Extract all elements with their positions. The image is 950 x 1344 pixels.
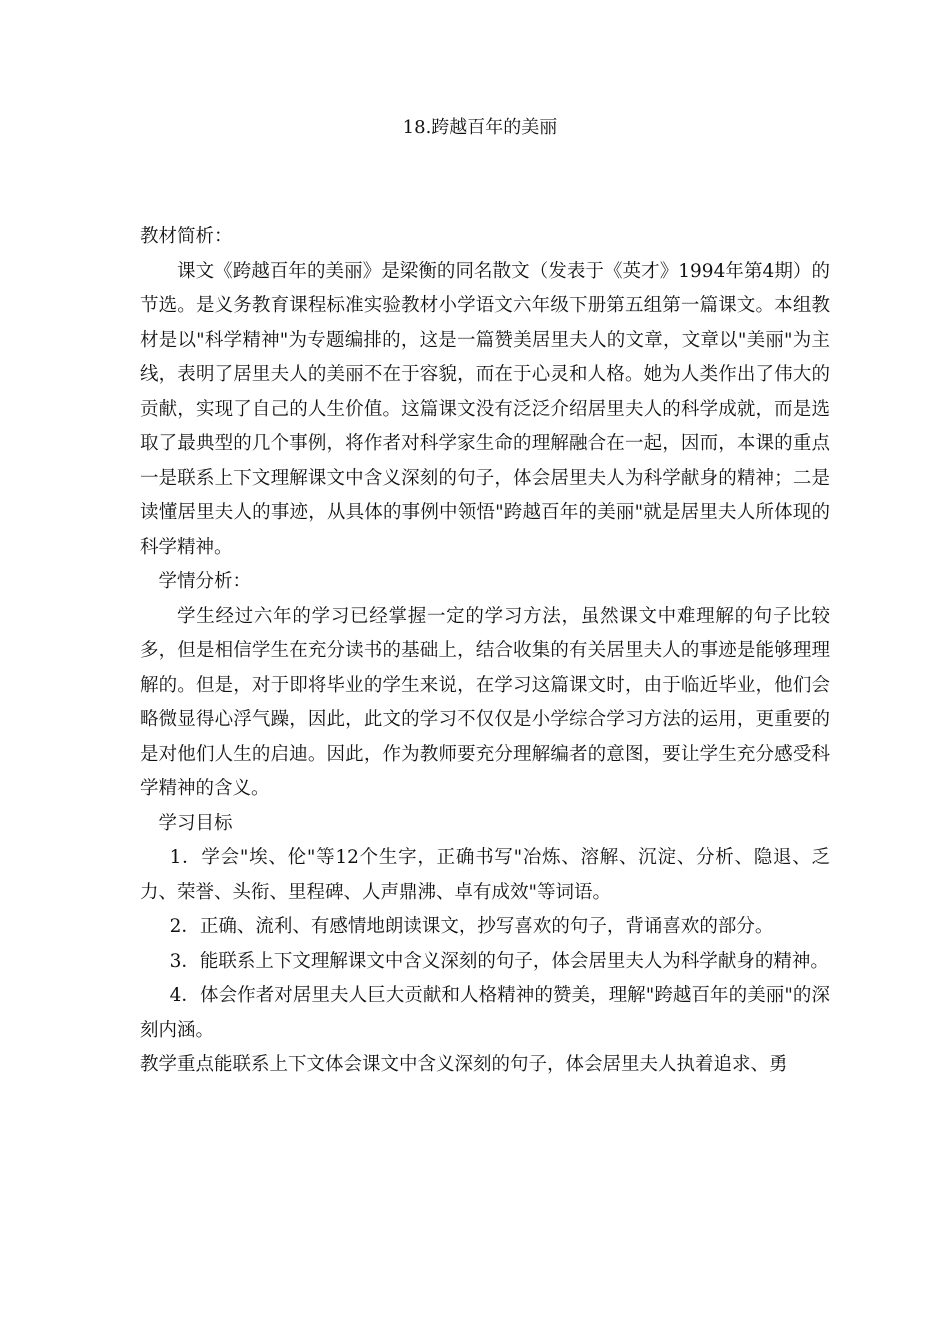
document-body [140, 220, 830, 1083]
goal-item-3: 3．能联系上下文理解课文中含义深刻的句子，体会居里夫人为科学献身的精神。 [169, 950, 829, 972]
section-heading-student-analysis: 学情分析： [158, 571, 252, 592]
goal-item-2: 2．正确、流利、有感情地朗读课文，抄写喜欢的句子，背诵喜欢的部分。 [169, 916, 774, 937]
section-heading-learning-goals: 学习目标 [158, 812, 233, 834]
goal-item-1: 1．学会"埃、伦"等12个生字，正确书写"冶炼、溶解、沉淀、分析、隐退、乏力、荣誉、头衔、里程碑、人声鼎沸、卓有成效"等词语。 [140, 847, 830, 903]
section-heading-textbook-analysis: 教材简析： [140, 226, 233, 247]
document-title: 18.跨越百年的美丽 [402, 117, 558, 138]
paragraph-textbook-analysis: 课文《跨越百年的美丽》是梁衡的同名散文（发表于《英才》1994年第4期）的节选。是义务教育课程标准实验教材小学语文六年级下册第五组第一篇课文。本组教材是以"科学精神"为专题编排的，这是一篇赞美居里夫人的文章，文章以"美丽"为主线，表明了居里夫人的美丽不在于容貌，而在于心灵和人格。她为人类作出了伟大的贡献，实现了自己的人生价值。这篇课文没有泛泛介绍居里夫人的科学成就，而是选取了最典型的几个事例，将作者对科学家生命的理解融合在一起，因而，本课的重点一是联系上下文理解课文中含义深刻的句子，体会居里夫人为科学献身的精神；二是读懂居里夫人的事迹，从具体的事例中领悟"跨越百年的美丽"就是居里夫人所体现的科学精神。 [140, 260, 830, 558]
teaching-key-points: 教学重点能联系上下文体会课文中含义深刻的句子，体会居里夫人执着追求、勇 [140, 1054, 788, 1075]
goal-item-4: 4．体会作者对居里夫人巨大贡献和人格精神的赞美，理解"跨越百年的美丽"的深刻内涵。 [140, 985, 830, 1041]
paragraph-student-analysis: 学生经过六年的学习已经掌握一定的学习方法，虽然课文中难理解的句子比较多，但是相信学生在充分读书的基础上，结合收集的有关居里夫人的事迹是能够理理解的。但是，对于即将毕业的学生来说，在学习这篇课文时，由于临近毕业，他们会略微显得心浮气躁，因此，此文的学习不仅仅是小学综合学习方法的运用，更重要的是对他们人生的启迪。因此，作为教师要充分理解编者的意图，要让学生充分感受科学精神的含义。 [140, 605, 830, 799]
